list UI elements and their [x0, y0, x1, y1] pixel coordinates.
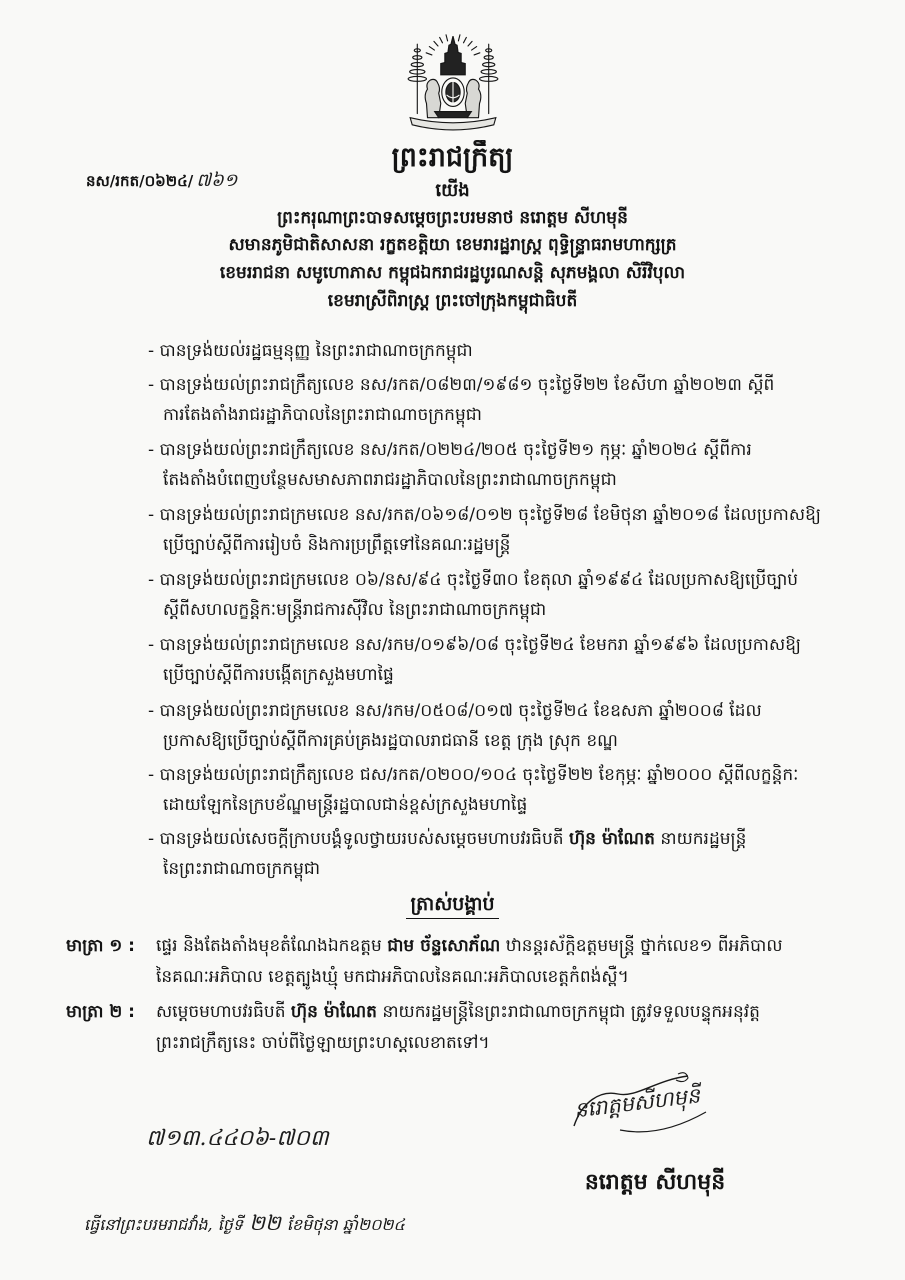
prime-minister-name: ហ៊ុន ម៉ាណែត [290, 1002, 377, 1022]
reference-handwritten: ៧៦១ [196, 170, 238, 191]
appointee-name: ជាម ច័ន្ទសោភ័ណ [387, 936, 501, 956]
preamble-5-line-1: - បានទ្រង់យល់ព្រះរាជក្រមលេខ ០៦/នស/៩៤ ចុះថ្ងៃទី៣០ ខែតុលា ឆ្នាំ១៩៩៤ ដែលប្រកាសឱ្យប្រើច្បាប់ [148, 570, 799, 590]
emblem-parasol-right [480, 44, 498, 113]
preamble-8-line-2: ដោយឡែកនៃក្របខ័ណ្ឌមន្ត្រីរដ្ឋបាលជាន់ខ្ពស់ក្រសួងមហាផ្ទៃ [163, 795, 528, 815]
emblem-parasol-left [408, 44, 426, 113]
article-2-label: មាត្រា ២ : [66, 1002, 135, 1022]
we-heading: យើង [435, 180, 470, 201]
preamble-3-line-2: តែងតាំងបំពេញបន្ថែមសមាសភាពរាជរដ្ឋាភិបាលនៃព្រះរាជាណាចក្រកម្ពុជា [163, 470, 617, 490]
preamble-3-line-1: - បានទ្រង់យល់ព្រះរាជក្រឹត្យលេខ នស/រកត/០២២៤/២០៥ ចុះថ្ងៃទី២១ កុម្ភៈ ឆ្នាំ២០២៤ ស្តីពីការ [148, 440, 752, 460]
prime-minister-name: ហ៊ុន ម៉ាណែត [568, 829, 655, 849]
article-2-line-1 [156, 998, 856, 1026]
handwritten-day: ២២ [249, 1211, 281, 1235]
document-title: ព្រះរាជក្រឹត្យ [391, 142, 514, 173]
royal-emblem-graphic [402, 32, 504, 134]
preamble-7-line-1: - បានទ្រង់យល់ព្រះរាជក្រមលេខ នស/រកម/០៥០៨/០១៧ ចុះថ្ងៃទី២៤ ខែឧសភា ឆ្នាំ២០០៨ ដែល [148, 701, 762, 721]
preamble-2-line-2: ការតែងតាំងរាជរដ្ឋាភិបាលនៃព្រះរាជាណាចក្រកម្ពុជា [163, 405, 482, 425]
preamble-9-text-after: នាយករដ្ឋមន្ត្រី [660, 829, 747, 849]
article-2-line-2: ព្រះរាជក្រឹត្យនេះ ចាប់ពីថ្ងៃឡាយព្រះហស្តលេខាតទៅ។ [156, 1033, 490, 1053]
preamble-4-line-1: - បានទ្រង់យល់ព្រះរាជក្រមលេខ នស/រកត/០៦១៨/០១២ ចុះថ្ងៃទី២៨ ខែមិថុនា ឆ្នាំ២០១៨ ដែលប្រកាសឱ្យ [148, 505, 821, 525]
preamble-2-line-1: - បានទ្រង់យល់ព្រះរាជក្រឹត្យលេខ នស/រកត/០៨២៣/១៩៨១ ចុះថ្ងៃទី២២ ខែសីហា ឆ្នាំ២០២៣ ស្តីពី [148, 375, 775, 395]
preamble-9-text: - បានទ្រង់យល់សេចក្តីក្រាបបង្គំទូលថ្វាយរបស់សម្តេចមហាបវរធិបតី [148, 829, 564, 849]
emblem-pedestal [435, 112, 472, 118]
preamble-6-line-2: ប្រើច្បាប់ស្តីពីការបង្កើតក្រសួងមហាផ្ទៃ [163, 665, 394, 685]
king-title-line-3: ខេមររាជនា សមូហោភាស កម្ពុជឯករាជរដ្ឋបូរណសន្តិ សុភមង្គលា សិរីវិបុលា [219, 263, 686, 283]
article-2-text: សម្តេចមហាបវរធិបតី [156, 1002, 286, 1022]
place-and-date [84, 1206, 584, 1240]
royal-signature [560, 1068, 720, 1148]
emblem-shield [442, 78, 464, 107]
handwritten-registry-number: ៧១៣.៤៤០៦-៧០៣ [146, 1126, 329, 1151]
preamble-1: - បានទ្រង់យល់រដ្ឋធម្មនុញ្ញ នៃព្រះរាជាណាចក្រកម្ពុជា [148, 341, 473, 361]
article-1-line-1 [156, 932, 856, 960]
reference-printed: នស/រកត/០៦២៤/ [86, 172, 194, 190]
command-heading [40, 890, 865, 920]
king-title-line-2: សមានភូមិជាតិសាសនា រក្ខតខត្តិយា ខេមរារដ្ឋរាស្ត្រ ពុទ្ធិន្ទ្រាធរាមហាក្សត្រ [228, 235, 677, 255]
article-2-text-after: នាយករដ្ឋមន្ត្រីនៃព្រះរាជាណាចក្រកម្ពុជា ត្រូវទទួលបន្ទុកអនុវត្ត [382, 1002, 760, 1022]
signatory-name: នរោត្តម សីហមុនី [584, 1170, 726, 1195]
article-1-line-2: នៃគណៈអភិបាល ខេត្តត្បូងឃ្មុំ មកជាអភិបាលនៃគណៈអភិបាលខេត្តកំពង់ស្ពឺ។ [156, 967, 629, 987]
preamble-8-line-1: - បានទ្រង់យល់ព្រះរាជក្រឹត្យលេខ ជស/រកត/០២០០/១០៤ ចុះថ្ងៃទី២២ ខែកុម្ភៈ ឆ្នាំ២០០០ ស្តីពីលក្ខន្តិកៈ [148, 765, 799, 785]
place-and-date-suffix: ខែមិថុនា ឆ្នាំ២០២៤ [286, 1215, 405, 1234]
king-title-line-1: ព្រះករុណាព្រះបាទសម្តេចព្រះបរមនាថ នរោត្តម សីហមុនី [277, 208, 628, 228]
signature-handwriting: នរោត្តមសីហមុនី [572, 1083, 702, 1123]
preamble-4-line-2: ប្រើច្បាប់ស្តីពីការរៀបចំ និងការប្រព្រឹត្តទៅនៃគណៈរដ្ឋមន្ត្រី [163, 535, 511, 555]
command-heading-text: ត្រាស់បង្គាប់ [406, 890, 498, 919]
article-1-label: មាត្រា ១ : [66, 936, 135, 956]
emblem-crown [441, 36, 465, 75]
article-1-text-after: ឋានន្តរស័ក្តិឧត្តមមន្ត្រី ថ្នាក់លេខ១ ពីអភិបាល [505, 936, 783, 956]
preamble-7-line-2: ប្រកាសឱ្យប្រើច្បាប់ស្តីពីការគ្រប់គ្រងរដ្ឋបាលរាជធានី ខេត្ត ក្រុង ស្រុក ខណ្ឌ [163, 731, 618, 751]
preamble-5-line-2: ស្តីពីសហលក្ខន្តិកៈមន្ត្រីរាជការស៊ីវិល នៃព្រះរាជាណាចក្រកម្ពុជា [163, 600, 547, 620]
king-title-line-4: ខេមរាស្រីពិរាស្ត្រ ព្រះចៅក្រុងកម្ពុជាធិបតី [327, 291, 578, 311]
article-1-text: ផ្ទេរ និងតែងតាំងមុខតំណែងឯកឧត្តម [156, 936, 382, 956]
preamble-9-line-1 [148, 825, 864, 853]
royal-emblem [402, 32, 504, 134]
preamble-9-line-2: នៃព្រះរាជាណាចក្រកម្ពុជា [163, 859, 321, 879]
emblem-ribbon [410, 118, 496, 130]
preamble-6-line-1: - បានទ្រង់យល់ព្រះរាជក្រមលេខ នស/រកម/០១៩៦/០៨ ចុះថ្ងៃទី២៤ ខែមករា ឆ្នាំ១៩៩៦ ដែលប្រកាសឱ្យ [148, 635, 801, 655]
place-and-date-prefix: ធ្វើនៅព្រះបរមរាជវាំង, ថ្ងៃទី [84, 1215, 244, 1234]
